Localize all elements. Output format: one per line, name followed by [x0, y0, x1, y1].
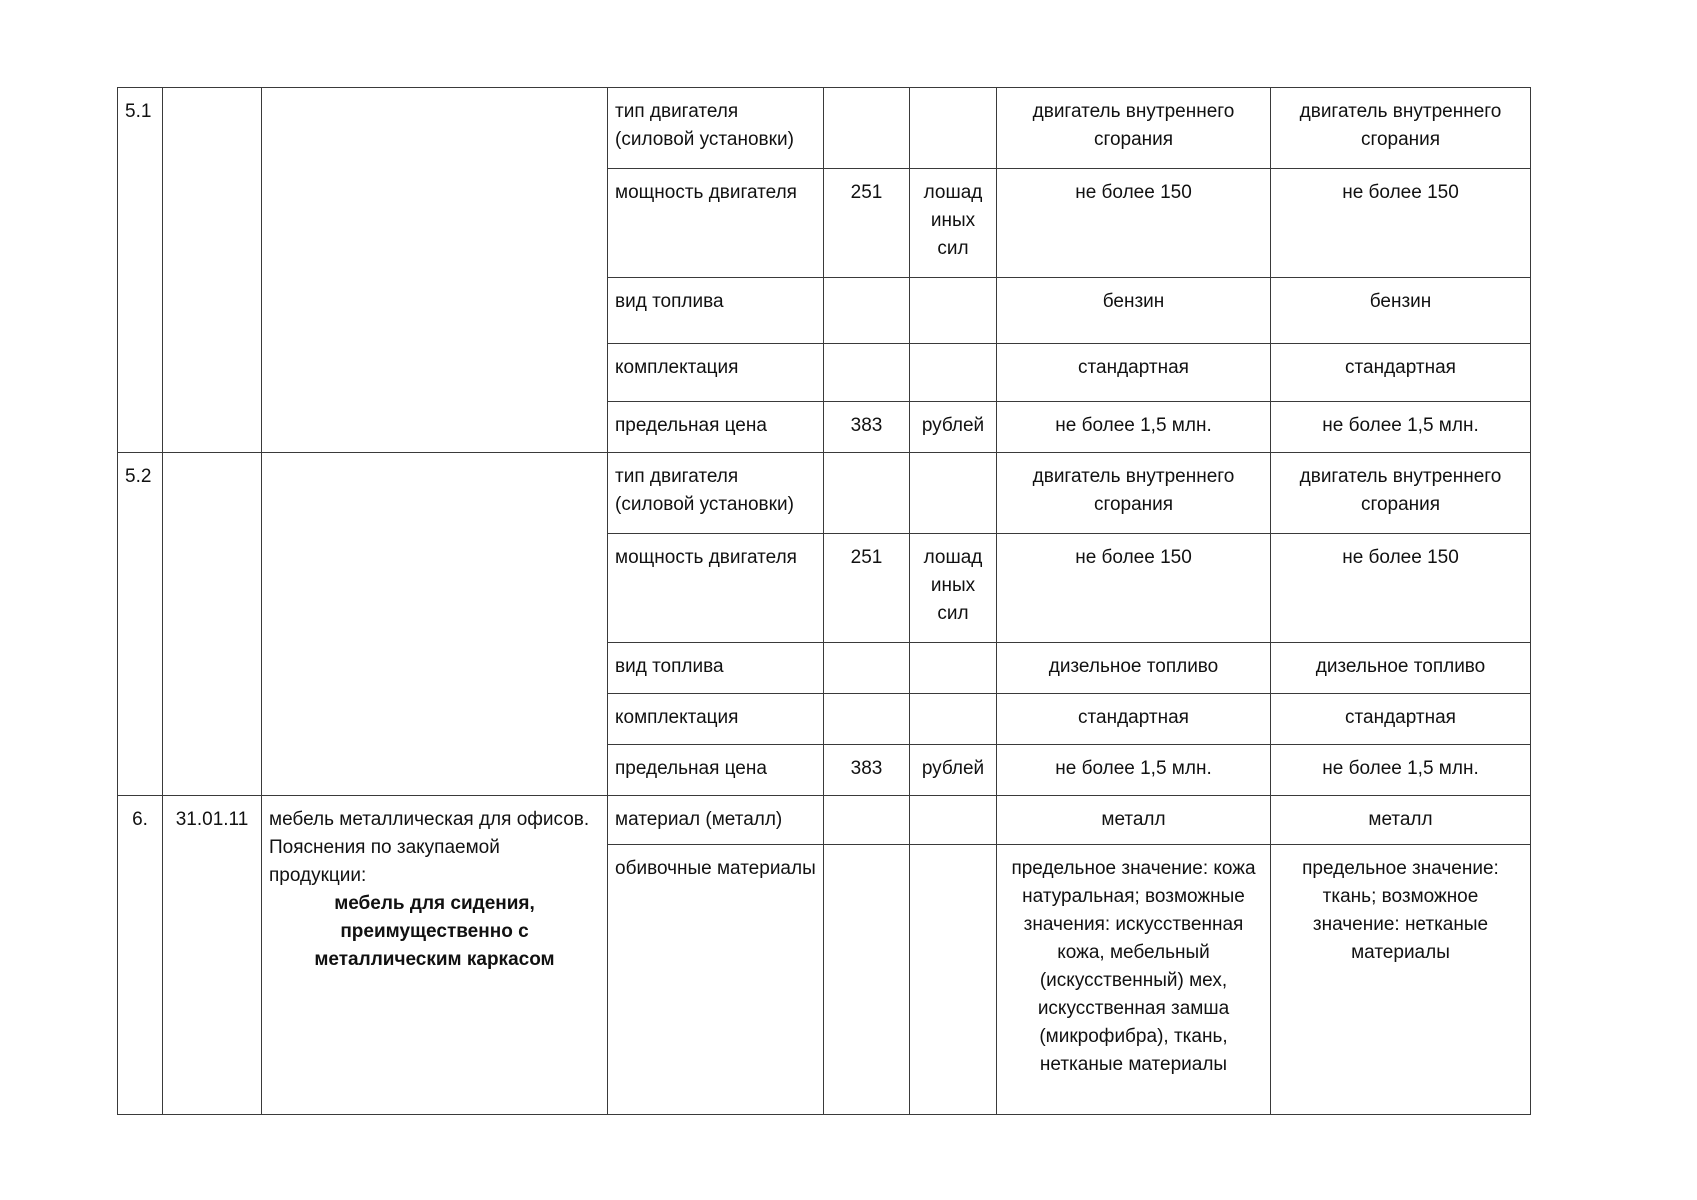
- product-clarification-bold: мебель для сидения, преимущественно с металлическим каркасом: [314, 893, 555, 970]
- characteristic-cell: комплектация: [608, 694, 824, 745]
- okei-code-cell: 383: [824, 402, 910, 453]
- value-cell-2: не более 150: [1271, 534, 1531, 643]
- characteristic-cell: комплектация: [608, 344, 824, 402]
- okei-code-cell: 251: [824, 169, 910, 278]
- characteristic-cell: вид топлива: [608, 278, 824, 344]
- characteristic-cell: предельная цена: [608, 745, 824, 796]
- value-cell-1: стандартная: [997, 344, 1271, 402]
- specification-table: [117, 87, 1531, 1115]
- table-row: [118, 453, 1531, 534]
- value-cell-1: дизельное топливо: [997, 643, 1271, 694]
- characteristic-cell: вид топлива: [608, 643, 824, 694]
- value-cell-2: дизельное топливо: [1271, 643, 1531, 694]
- row-number-cell: 5.1: [118, 88, 163, 453]
- product-name-cell: [262, 88, 608, 453]
- table-row: [118, 88, 1531, 169]
- okei-unit-cell: [910, 643, 997, 694]
- value-cell-2: не более 1,5 млн.: [1271, 402, 1531, 453]
- value-cell-2: металл: [1271, 796, 1531, 845]
- okpd-code-cell: [163, 88, 262, 453]
- value-cell-1: предельное значение: кожа натуральная; возможные значения: искусственная кожа, мебельный (искусственный) мех, искусственная замша (микрофибра), ткань, нетканые материалы: [997, 845, 1271, 1115]
- okei-code-cell: [824, 643, 910, 694]
- value-cell-2: двигатель внутреннего сгорания: [1271, 88, 1531, 169]
- value-cell-2: не более 1,5 млн.: [1271, 745, 1531, 796]
- characteristic-cell: мощность двигателя: [608, 534, 824, 643]
- okei-unit-cell: [910, 694, 997, 745]
- table-row: [118, 796, 1531, 845]
- value-cell-2: стандартная: [1271, 344, 1531, 402]
- okei-code-cell: [824, 796, 910, 845]
- value-cell-2: предельное значение: ткань; возможное значение: нетканые материалы: [1271, 845, 1531, 1115]
- value-cell-1: не более 150: [997, 534, 1271, 643]
- okei-unit-cell: рублей: [910, 402, 997, 453]
- okei-unit-cell: [910, 88, 997, 169]
- characteristic-cell: тип двигателя (силовой установки): [608, 453, 824, 534]
- characteristic-cell: тип двигателя (силовой установки): [608, 88, 824, 169]
- okei-unit-cell: рублей: [910, 745, 997, 796]
- okei-code-cell: 251: [824, 534, 910, 643]
- product-name-line: мебель металлическая для офисов.: [269, 809, 590, 830]
- value-cell-1: не более 1,5 млн.: [997, 402, 1271, 453]
- characteristic-cell: предельная цена: [608, 402, 824, 453]
- value-cell-1: двигатель внутреннего сгорания: [997, 88, 1271, 169]
- okei-code-cell: [824, 88, 910, 169]
- product-name-line: Пояснения по закупаемой продукции:: [269, 837, 500, 886]
- okei-unit-cell: [910, 453, 997, 534]
- okei-unit-cell: [910, 845, 997, 1115]
- okei-unit-cell: лошад иных сил: [910, 169, 997, 278]
- value-cell-1: бензин: [997, 278, 1271, 344]
- characteristic-cell: материал (металл): [608, 796, 824, 845]
- value-cell-2: бензин: [1271, 278, 1531, 344]
- okei-unit-cell: [910, 796, 997, 845]
- okei-code-cell: [824, 845, 910, 1115]
- row-number-cell: 5.2: [118, 453, 163, 796]
- value-cell-2: двигатель внутреннего сгорания: [1271, 453, 1531, 534]
- okei-code-cell: [824, 694, 910, 745]
- okei-code-cell: [824, 278, 910, 344]
- okei-unit-cell: лошад иных сил: [910, 534, 997, 643]
- table-body: [118, 88, 1531, 1115]
- value-cell-1: металл: [997, 796, 1271, 845]
- okei-code-cell: 383: [824, 745, 910, 796]
- value-cell-1: двигатель внутреннего сгорания: [997, 453, 1271, 534]
- characteristic-cell: мощность двигателя: [608, 169, 824, 278]
- okei-code-cell: [824, 453, 910, 534]
- okpd-code-cell: [163, 453, 262, 796]
- okei-code-cell: [824, 344, 910, 402]
- okei-unit-cell: [910, 344, 997, 402]
- characteristic-cell: обивочные материалы: [608, 845, 824, 1115]
- product-name-cell: [262, 453, 608, 796]
- value-cell-1: стандартная: [997, 694, 1271, 745]
- row-number-cell: 6.: [118, 796, 163, 1115]
- okei-unit-cell: [910, 278, 997, 344]
- value-cell-2: стандартная: [1271, 694, 1531, 745]
- okpd-code-cell: 31.01.11: [163, 796, 262, 1115]
- value-cell-2: не более 150: [1271, 169, 1531, 278]
- value-cell-1: не более 1,5 млн.: [997, 745, 1271, 796]
- product-name-cell: [262, 796, 608, 1115]
- value-cell-1: не более 150: [997, 169, 1271, 278]
